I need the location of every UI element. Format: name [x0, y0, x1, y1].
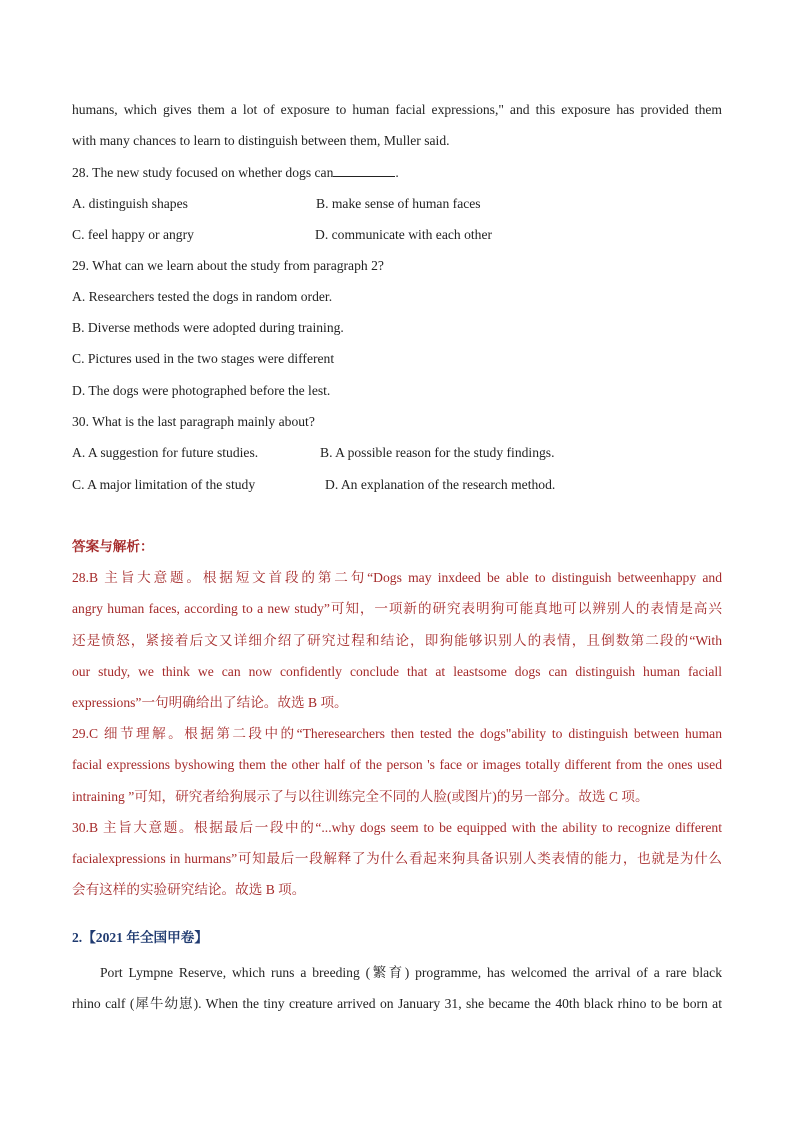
passage-line: Port Lympne Reserve, which runs a breeding (繁育) programme, has welcomed the arrival of a rare black: [100, 965, 722, 980]
option-30-b: B. A possible reason for the study findings.: [320, 445, 555, 460]
answer-line: expressions”一句明确给出了结论。故选 B 项。: [72, 695, 348, 710]
answer-line: angry human faces, according to a new study”可知，一项新的研究表明狗可能真地可以辨别人的表情是高兴: [72, 601, 722, 616]
option-28-c: C. feel happy or angry: [72, 227, 194, 242]
answers-heading: 答案与解析：: [72, 539, 154, 554]
answer-blank: [333, 164, 395, 177]
option-28-a: A. distinguish shapes: [72, 196, 188, 211]
question-28-stem-text: 28. The new study focused on whether dogs can: [72, 165, 334, 180]
answer-line: facialexpressions in hurmans”可知最后一段解释了为什么看起来狗具备识别人类表情的能力，也就是为什么: [72, 851, 722, 866]
question-28-stem-end: .: [395, 165, 399, 180]
question-28-stem: [72, 164, 722, 182]
passage-line: with many chances to learn to distinguish between them, Muller said.: [72, 133, 450, 148]
section-heading: 2.【2021 年全国甲卷】: [72, 930, 208, 945]
option-29-b: B. Diverse methods were adopted during training.: [72, 320, 344, 335]
answer-line: 30.B 主旨大意题。根据最后一段中的“...why dogs seem to be equipped with the ability to recognize different: [72, 820, 722, 835]
question-28-options-row-2: [72, 226, 722, 244]
answer-line: 28.B 主旨大意题。根据短文首段的第二句“Dogs may inxdeed be able to distinguish betweenhappy and: [72, 570, 722, 585]
answer-line: facial expressions byshowing them the other half of the person 's face or images totally different from the ones used: [72, 757, 722, 772]
answer-line: intraining ”可知，研究者给狗展示了与以往训练完全不同的人脸(或图片)的另一部分。故选 C 项。: [72, 789, 649, 804]
answer-line: 还是愤怒，紧接着后文又详细介绍了研究过程和结论，即狗能够识别人的表情，且倒数第二段的“With: [72, 633, 722, 648]
answer-line: our study, we think we can now confidently conclude that at leastsome dogs can distinguish human faciall: [72, 664, 722, 679]
option-28-d: D. communicate with each other: [315, 227, 493, 242]
option-29-d: D. The dogs were photographed before the lest.: [72, 383, 331, 398]
option-30-d: D. An explanation of the research method.: [325, 477, 556, 492]
option-28-b: B. make sense of human faces: [316, 196, 481, 211]
option-29-c: C. Pictures used in the two stages were different: [72, 351, 335, 366]
passage-line: humans, which gives them a lot of exposure to human facial expressions," and this exposure has provided them: [72, 102, 722, 117]
option-29-a: A. Researchers tested the dogs in random order.: [72, 289, 333, 304]
passage-line: rhino calf (犀牛幼崽). When the tiny creature arrived on January 31, she became the 40th black rhino to be born at: [72, 996, 722, 1011]
answer-line: 29.C 细节理解。根据第二段中的“Theresearchers then tested the dogs"ability to distinguish between human: [72, 726, 722, 741]
question-30-stem: 30. What is the last paragraph mainly about?: [72, 414, 315, 429]
question-28-options-row-1: [72, 195, 722, 213]
option-30-c: C. A major limitation of the study: [72, 477, 256, 492]
question-30-options-row-1: [72, 444, 722, 462]
question-30-options-row-2: [72, 476, 722, 494]
option-30-a: A. A suggestion for future studies.: [72, 445, 259, 460]
answer-line: 会有这样的实验研究结论。故选 B 项。: [72, 882, 306, 897]
question-29-stem: 29. What can we learn about the study from paragraph 2?: [72, 258, 384, 273]
